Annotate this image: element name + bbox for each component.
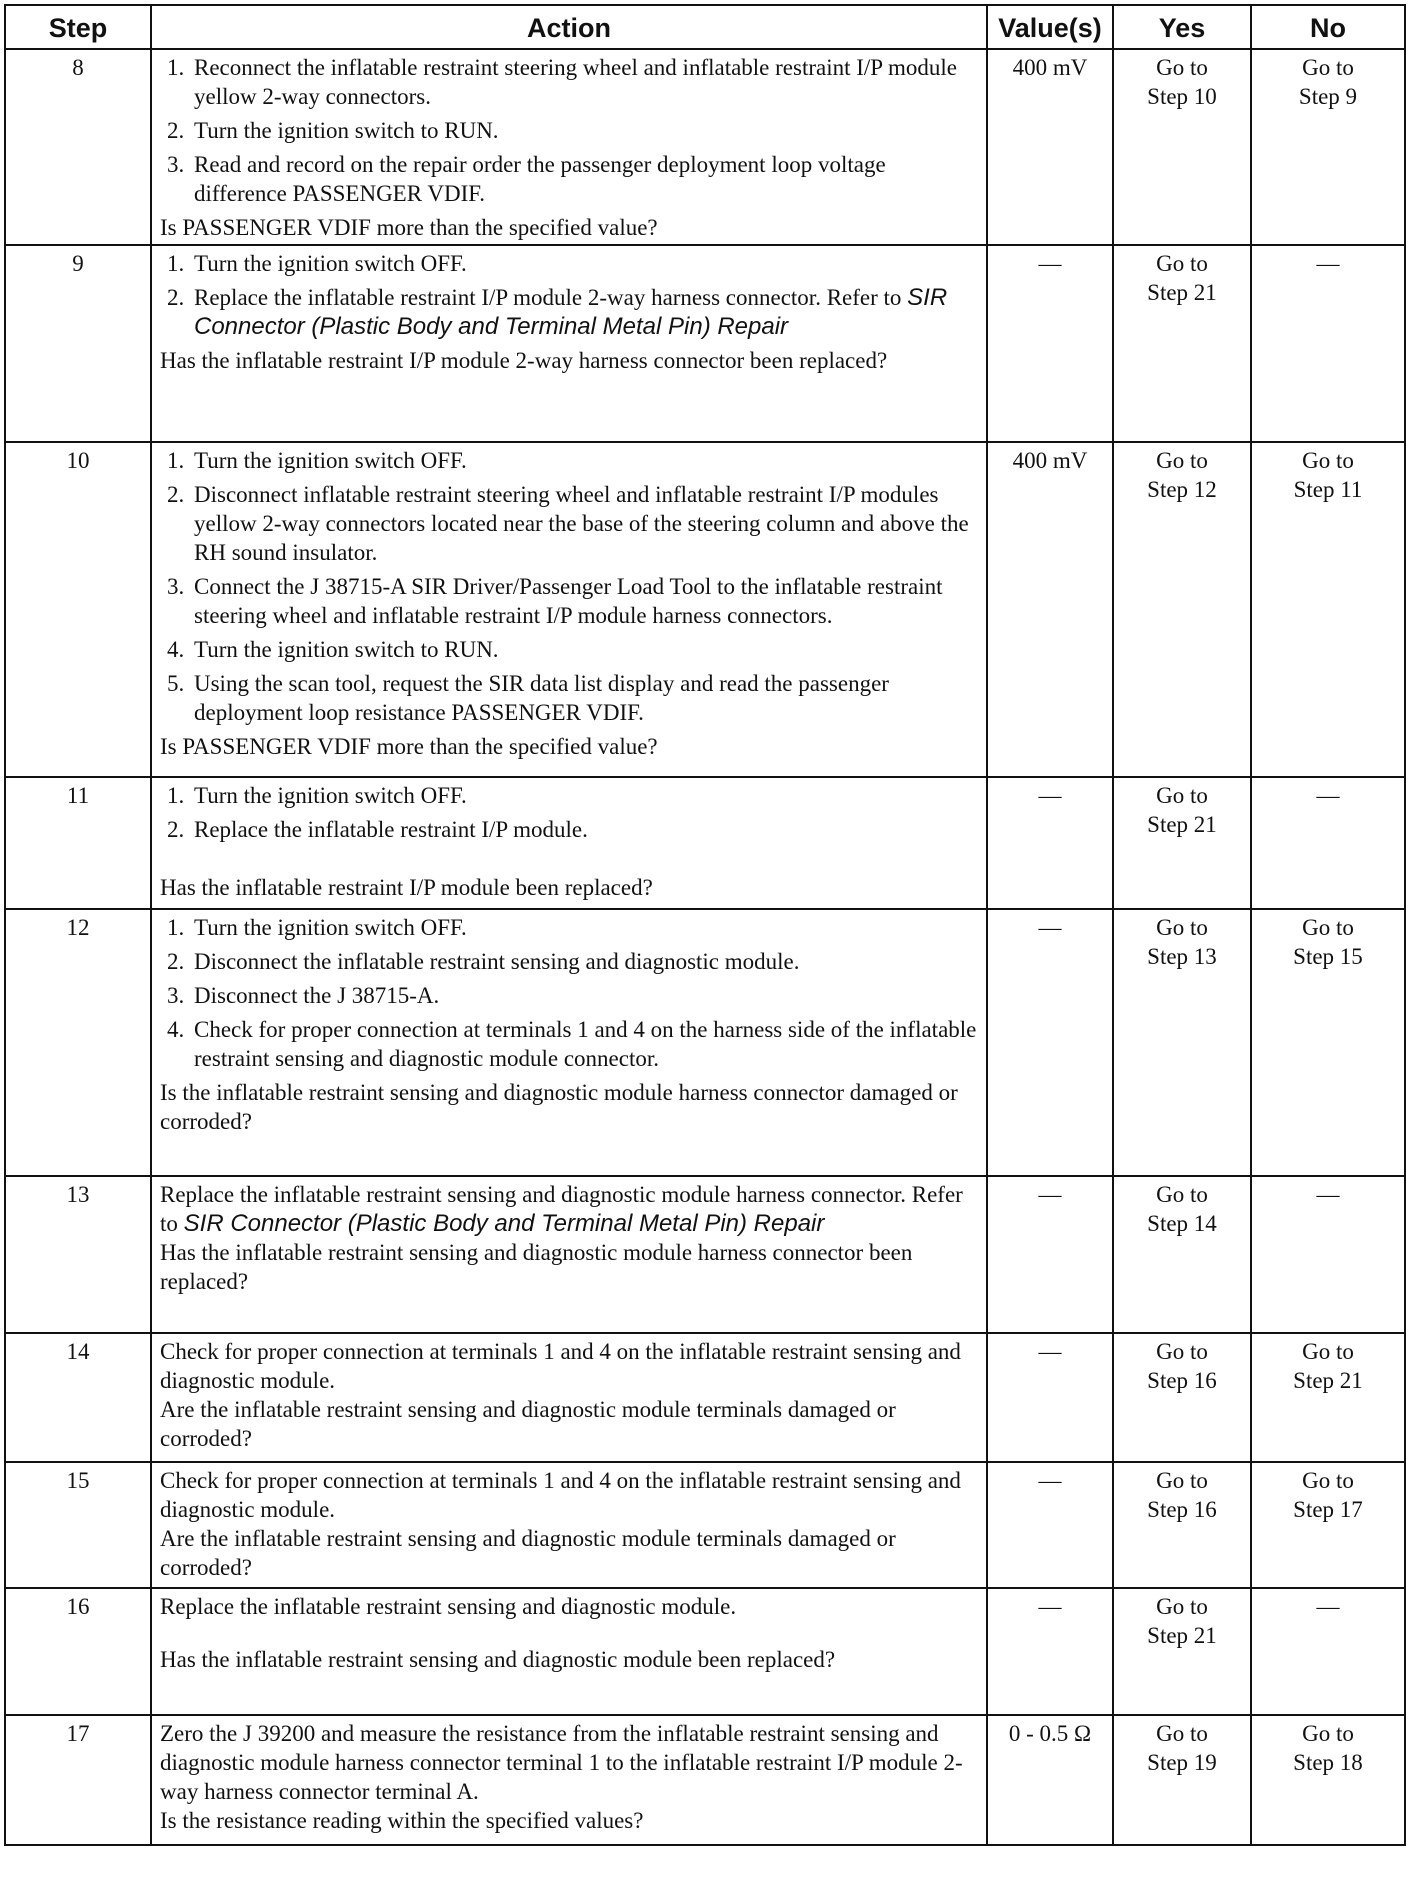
yes-line: Go to (1156, 915, 1208, 940)
action-cell (151, 1333, 987, 1462)
yes-line: Go to (1156, 1594, 1208, 1619)
no-line: Go to (1302, 915, 1354, 940)
header-step: Step (5, 5, 151, 49)
yes-cell (1113, 1176, 1251, 1333)
no-line: Step 15 (1293, 944, 1363, 969)
no-line: — (1316, 1182, 1340, 1207)
list-item: 2. Replace the inflatable restraint I/P module. (190, 815, 978, 844)
no-cell (1251, 1588, 1405, 1715)
yes-line: Step 16 (1147, 1497, 1217, 1522)
yes-line: Step 12 (1147, 477, 1217, 502)
action-cell (151, 1588, 987, 1715)
header-action: Action (151, 5, 987, 49)
value-cell: — (987, 909, 1113, 1176)
table-row (5, 909, 1405, 1176)
list-item: 1. Turn the ignition switch OFF. (190, 781, 978, 810)
table-row (5, 245, 1405, 442)
question: Is the inflatable restraint sensing and diagnostic module harness connector damaged or corroded? (160, 1080, 958, 1134)
yes-line: Step 19 (1147, 1750, 1217, 1775)
step-number: 12 (5, 909, 151, 1176)
step-number: 14 (5, 1333, 151, 1462)
list-item: 1. Turn the ignition switch OFF. (190, 446, 978, 475)
list-item: 3. Disconnect the J 38715-A. (190, 981, 978, 1010)
no-cell (1251, 777, 1405, 909)
step-number: 16 (5, 1588, 151, 1715)
table-row (5, 1462, 1405, 1588)
yes-cell (1113, 1588, 1251, 1715)
diagnostic-table-page (4, 4, 1404, 1846)
action-cell (151, 777, 987, 909)
question: Is PASSENGER VDIF more than the specified value? (160, 734, 658, 759)
value-cell: — (987, 777, 1113, 909)
yes-line: Go to (1156, 1182, 1208, 1207)
no-line: Go to (1302, 1721, 1354, 1746)
no-line: Step 9 (1298, 84, 1358, 109)
no-cell (1251, 1176, 1405, 1333)
action-cell (151, 245, 987, 442)
action-list (160, 446, 978, 727)
action-cell (151, 49, 987, 245)
yes-line: Go to (1156, 783, 1208, 808)
yes-line: Go to (1156, 251, 1208, 276)
no-line: Go to (1302, 1468, 1354, 1493)
yes-line: Step 10 (1147, 84, 1217, 109)
value-cell: 400 mV (987, 49, 1113, 245)
value-cell: — (987, 1333, 1113, 1462)
table-row (5, 1333, 1405, 1462)
step-number: 8 (5, 49, 151, 245)
yes-cell (1113, 1333, 1251, 1462)
list-item: 1. Reconnect the inflatable restraint steering wheel and inflatable restraint I/P module yellow 2-way connectors. (190, 53, 978, 111)
question: Is PASSENGER VDIF more than the specified value? (160, 215, 658, 240)
yes-line: Step 16 (1147, 1368, 1217, 1393)
yes-cell (1113, 1715, 1251, 1845)
header-value: Value(s) (987, 5, 1113, 49)
step-number: 9 (5, 245, 151, 442)
no-line: Step 17 (1293, 1497, 1363, 1522)
no-line: Go to (1302, 448, 1354, 473)
yes-line: Step 21 (1147, 1623, 1217, 1648)
item-text: Replace the inflatable restraint I/P module 2-way harness connector. Refer to (194, 285, 902, 310)
value-cell: — (987, 245, 1113, 442)
list-item: 4. Turn the ignition switch to RUN. (190, 635, 978, 664)
no-line: — (1316, 783, 1340, 808)
action-cell (151, 1176, 987, 1333)
yes-line: Step 14 (1147, 1211, 1217, 1236)
value-cell: — (987, 1588, 1113, 1715)
no-cell (1251, 49, 1405, 245)
step-number: 10 (5, 442, 151, 777)
no-line: — (1316, 1594, 1340, 1619)
action-text: Replace the inflatable restraint sensing and diagnostic module. (160, 1594, 737, 1619)
table-row (5, 1588, 1405, 1715)
question: Are the inflatable restraint sensing and diagnostic module terminals damaged or corroded? (160, 1526, 896, 1580)
table-row (5, 777, 1405, 909)
step-number: 17 (5, 1715, 151, 1845)
no-line: Step 11 (1293, 477, 1363, 502)
list-item: 1. Turn the ignition switch OFF. (190, 913, 978, 942)
action-text: Zero the J 39200 and measure the resistance from the inflatable restraint sensing and diagnostic module harness connector terminal 1 to the inflatable restraint I/P module 2-way harness connector terminal A. (160, 1721, 963, 1804)
yes-line: Step 21 (1147, 280, 1217, 305)
action-cell (151, 1462, 987, 1588)
yes-cell (1113, 245, 1251, 442)
table-row (5, 1176, 1405, 1333)
no-cell (1251, 442, 1405, 777)
yes-line: Go to (1156, 1721, 1208, 1746)
yes-cell (1113, 1462, 1251, 1588)
yes-cell (1113, 909, 1251, 1176)
yes-line: Go to (1156, 55, 1208, 80)
no-line: Step 18 (1293, 1750, 1363, 1775)
list-item: 1. Turn the ignition switch OFF. (190, 249, 978, 278)
question: Has the inflatable restraint I/P module been replaced? (160, 875, 653, 900)
yes-cell (1113, 442, 1251, 777)
repair-reference: SIR Connector (Plastic Body and Terminal Metal Pin) Repair (183, 1210, 825, 1237)
yes-line: Go to (1156, 1468, 1208, 1493)
value-cell: — (987, 1462, 1113, 1588)
yes-line: Go to (1156, 1339, 1208, 1364)
action-text-body: Replace the inflatable restraint sensing and diagnostic module harness connector. Refer to (160, 1182, 963, 1236)
action-text (160, 1180, 978, 1238)
no-cell (1251, 1715, 1405, 1845)
question: Has the inflatable restraint I/P module 2-way harness connector been replaced? (160, 348, 888, 373)
no-cell (1251, 909, 1405, 1176)
table-row (5, 1715, 1405, 1845)
repair-reference: SIR Connector (Plastic Body and Terminal Metal Pin) Repair (194, 284, 948, 340)
yes-line: Step 21 (1147, 812, 1217, 837)
list-item: 3. Connect the J 38715-A SIR Driver/Passenger Load Tool to the inflatable restraint steering wheel and inflatable restraint I/P module harness connectors. (190, 572, 978, 630)
spacer (160, 849, 978, 873)
step-number: 15 (5, 1462, 151, 1588)
list-item (190, 283, 978, 341)
action-cell (151, 442, 987, 777)
diagnostic-table (4, 4, 1406, 1846)
no-line: Go to (1302, 55, 1354, 80)
no-line: — (1316, 251, 1340, 276)
value-cell: 400 mV (987, 442, 1113, 777)
spacer (160, 1621, 978, 1645)
step-number: 13 (5, 1176, 151, 1333)
no-cell (1251, 1462, 1405, 1588)
list-item: 2. Disconnect inflatable restraint steering wheel and inflatable restraint I/P modules yellow 2-way connectors located near the base of the steering column and above the RH sound insulator. (190, 480, 978, 567)
action-list (160, 913, 978, 1073)
step-number: 11 (5, 777, 151, 909)
action-text: Check for proper connection at terminals 1 and 4 on the inflatable restraint sensing and diagnostic module. (160, 1339, 961, 1393)
question: Is the resistance reading within the specified values? (160, 1808, 644, 1833)
value-cell: 0 - 0.5 Ω (987, 1715, 1113, 1845)
list-item: 5. Using the scan tool, request the SIR data list display and read the passenger deployment loop resistance PASSENGER VDIF. (190, 669, 978, 727)
header-no: No (1251, 5, 1405, 49)
table-row (5, 442, 1405, 777)
action-list (160, 781, 978, 844)
action-cell (151, 909, 987, 1176)
list-item: 4. Check for proper connection at terminals 1 and 4 on the harness side of the inflatable restraint sensing and diagnostic module connector. (190, 1015, 978, 1073)
action-cell (151, 1715, 987, 1845)
list-item: 2. Disconnect the inflatable restraint sensing and diagnostic module. (190, 947, 978, 976)
yes-line: Go to (1156, 448, 1208, 473)
header-yes: Yes (1113, 5, 1251, 49)
question: Has the inflatable restraint sensing and diagnostic module harness connector been replaced? (160, 1240, 913, 1294)
question: Are the inflatable restraint sensing and diagnostic module terminals damaged or corroded? (160, 1397, 896, 1451)
yes-cell (1113, 49, 1251, 245)
list-item: 2. Turn the ignition switch to RUN. (190, 116, 978, 145)
action-list (160, 249, 978, 341)
action-text: Check for proper connection at terminals 1 and 4 on the inflatable restraint sensing and diagnostic module. (160, 1468, 961, 1522)
header-row (5, 5, 1405, 49)
yes-line: Step 13 (1147, 944, 1217, 969)
yes-cell (1113, 777, 1251, 909)
question: Has the inflatable restraint sensing and diagnostic module been replaced? (160, 1647, 836, 1672)
value-cell: — (987, 1176, 1113, 1333)
table-row (5, 49, 1405, 245)
no-cell (1251, 1333, 1405, 1462)
no-line: Go to (1302, 1339, 1354, 1364)
action-list (160, 53, 978, 208)
no-line: Step 21 (1293, 1368, 1363, 1393)
no-cell (1251, 245, 1405, 442)
list-item: 3. Read and record on the repair order the passenger deployment loop voltage difference PASSENGER VDIF. (190, 150, 978, 208)
